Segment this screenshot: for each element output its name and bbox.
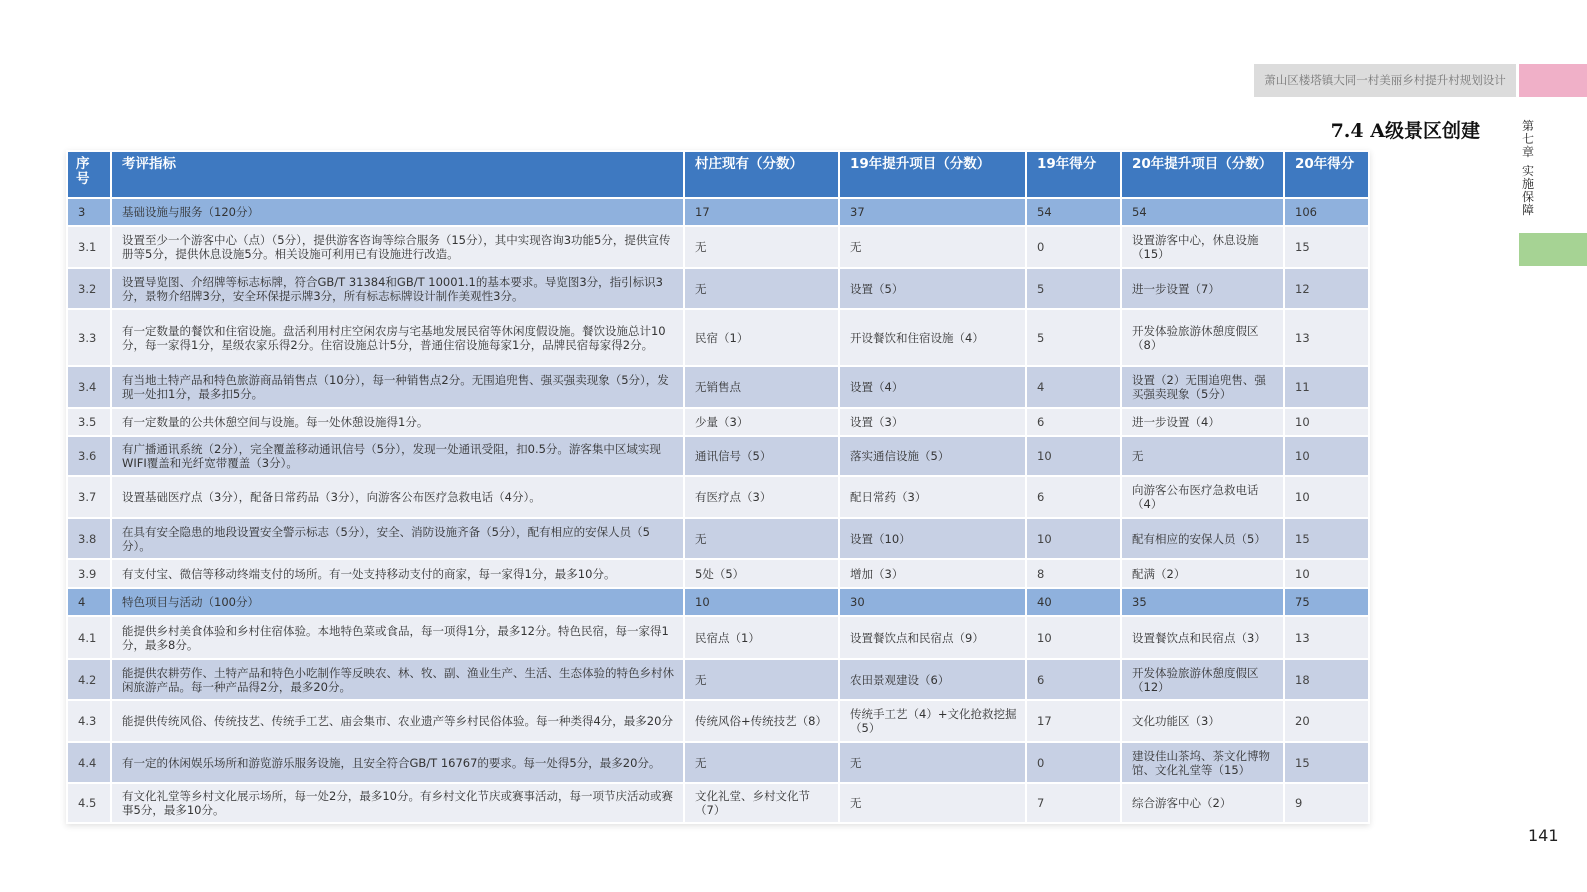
table-row — [67, 518, 1369, 559]
cell-index: 3.2 — [67, 268, 111, 309]
table-row — [67, 309, 1369, 366]
cell-2020-score: 12 — [1284, 268, 1369, 309]
column-header-criteria: 考评指标 — [111, 151, 684, 198]
cell-2020-projects: 建设佳山茶坞、茶文化博物馆、文化礼堂等（15） — [1121, 742, 1284, 783]
cell-2020-score: 10 — [1284, 559, 1369, 588]
cell-2019-score: 7 — [1026, 783, 1121, 823]
cell-2020-projects: 综合游客中心（2） — [1121, 783, 1284, 823]
cell-existing: 民宿（1） — [684, 309, 839, 366]
section-row — [67, 198, 1369, 226]
cell-2019-projects: 无 — [839, 226, 1026, 268]
chapter-char: 章 — [1522, 145, 1535, 159]
cell-2019-projects: 农田景观建设（6） — [839, 659, 1026, 700]
cell-2019-score: 0 — [1026, 226, 1121, 268]
column-header-2019-projects: 19年提升项目（分数） — [839, 151, 1026, 198]
chapter-char: 第 — [1522, 119, 1535, 133]
cell-2019-projects: 传统手工艺（4）+文化抢救挖掘（5） — [839, 700, 1026, 742]
cell-2020-projects: 进一步设置（7） — [1121, 268, 1284, 309]
table-row — [67, 783, 1369, 823]
cell-index: 3.5 — [67, 408, 111, 436]
cell-2019-projects: 设置（10） — [839, 518, 1026, 559]
table-row — [67, 700, 1369, 742]
cell-2020-score: 18 — [1284, 659, 1369, 700]
chapter-char: 施 — [1522, 177, 1535, 191]
column-header-2020-projects: 20年提升项目（分数） — [1121, 151, 1284, 198]
cell-criteria: 有一定数量的公共休憩空间与设施。每一处休憩设施得1分。 — [111, 408, 684, 436]
chapter-char: 障 — [1522, 203, 1535, 217]
cell-existing: 少量（3） — [684, 408, 839, 436]
cell-2019-score: 17 — [1026, 700, 1121, 742]
table-row — [67, 268, 1369, 309]
cell-existing: 民宿点（1） — [684, 616, 839, 659]
table-row — [67, 366, 1369, 408]
column-header-index: 序号 — [67, 151, 111, 198]
cell-existing: 无 — [684, 742, 839, 783]
chapter-char: 保 — [1522, 190, 1535, 204]
cell-criteria: 能提供乡村美食体验和乡村住宿体验。本地特色菜或食品，每一项得1分，最多12分。特色民宿，每一家得1分，最多8分。 — [111, 616, 684, 659]
cell-criteria: 有文化礼堂等乡村文化展示场所，每一处2分，最多10分。有乡村文化节庆或赛事活动，每一项节庆活动或赛事5分，最多10分。 — [111, 783, 684, 823]
cell-2019-score: 10 — [1026, 518, 1121, 559]
cell-2020-projects: 设置餐饮点和民宿点（3） — [1121, 616, 1284, 659]
cell-2019-score: 40 — [1026, 588, 1121, 616]
cell-2020-projects: 开发体验旅游休憩度假区（12） — [1121, 659, 1284, 700]
pink-color-tab — [1519, 64, 1587, 97]
a-level-scenic-area-score-table — [66, 150, 1370, 824]
cell-criteria: 设置基础医疗点（3分），配备日常药品（3分），向游客公布医疗急救电话（4分）。 — [111, 476, 684, 518]
cell-index: 3 — [67, 198, 111, 226]
cell-2019-score: 8 — [1026, 559, 1121, 588]
cell-2020-score: 15 — [1284, 742, 1369, 783]
cell-existing: 5处（5） — [684, 559, 839, 588]
cell-criteria: 在具有安全隐患的地段设置安全警示标志（5分），安全、消防设施齐备（5分），配有相应的安保人员（5分）。 — [111, 518, 684, 559]
cell-2019-projects: 增加（3） — [839, 559, 1026, 588]
cell-criteria: 设置至少一个游客中心（点）（5分），提供游客咨询等综合服务（15分），其中实现咨询3功能5分，提供宣传册等5分，提供休息设施5分。相关设施可利用已有设施进行改造。 — [111, 226, 684, 268]
cell-2020-score: 11 — [1284, 366, 1369, 408]
chapter-label — [1522, 120, 1538, 217]
cell-2020-score: 13 — [1284, 616, 1369, 659]
document-header: 萧山区楼塔镇大同一村美丽乡村提升村规划设计 — [1254, 64, 1516, 97]
cell-2019-score: 10 — [1026, 616, 1121, 659]
cell-2020-projects: 向游客公布医疗急救电话（4） — [1121, 476, 1284, 518]
table-row — [67, 436, 1369, 476]
cell-index: 3.3 — [67, 309, 111, 366]
cell-2019-projects: 落实通信设施（5） — [839, 436, 1026, 476]
cell-2019-score: 6 — [1026, 476, 1121, 518]
cell-2019-projects: 30 — [839, 588, 1026, 616]
cell-2020-projects: 文化功能区（3） — [1121, 700, 1284, 742]
cell-criteria: 基础设施与服务（120分） — [111, 198, 684, 226]
cell-2019-score: 5 — [1026, 309, 1121, 366]
cell-existing: 无 — [684, 226, 839, 268]
cell-criteria: 设置导览图、介绍牌等标志标牌，符合GB/T 31384和GB/T 10001.1的基本要求。导览图3分，指引标识3分，景物介绍牌3分，安全环保提示牌3分，所有标志标牌设计制作美观性3分。 — [111, 268, 684, 309]
cell-existing: 无 — [684, 518, 839, 559]
cell-existing: 10 — [684, 588, 839, 616]
cell-2019-score: 5 — [1026, 268, 1121, 309]
cell-existing: 传统风俗+传统技艺（8） — [684, 700, 839, 742]
cell-2019-projects: 37 — [839, 198, 1026, 226]
cell-2020-projects: 35 — [1121, 588, 1284, 616]
cell-2019-score: 6 — [1026, 408, 1121, 436]
table-row — [67, 408, 1369, 436]
cell-2020-score: 15 — [1284, 518, 1369, 559]
cell-2020-projects: 无 — [1121, 436, 1284, 476]
table-row — [67, 476, 1369, 518]
cell-2020-score: 20 — [1284, 700, 1369, 742]
cell-2019-projects: 配日常药（3） — [839, 476, 1026, 518]
green-color-tab — [1519, 233, 1587, 266]
table-row — [67, 616, 1369, 659]
cell-2020-score: 15 — [1284, 226, 1369, 268]
cell-2020-score: 106 — [1284, 198, 1369, 226]
cell-2020-score: 10 — [1284, 436, 1369, 476]
cell-index: 3.1 — [67, 226, 111, 268]
table-row — [67, 559, 1369, 588]
column-header-2020-score: 20年得分 — [1284, 151, 1369, 198]
table-row — [67, 226, 1369, 268]
cell-existing: 17 — [684, 198, 839, 226]
cell-index: 3.7 — [67, 476, 111, 518]
cell-2019-projects: 无 — [839, 783, 1026, 823]
cell-existing: 无销售点 — [684, 366, 839, 408]
chapter-char: 七 — [1522, 132, 1535, 146]
cell-existing: 无 — [684, 659, 839, 700]
cell-2019-score: 6 — [1026, 659, 1121, 700]
cell-2020-projects: 54 — [1121, 198, 1284, 226]
cell-2020-score: 75 — [1284, 588, 1369, 616]
cell-2020-projects: 设置游客中心，休息设施（15） — [1121, 226, 1284, 268]
cell-index: 3.9 — [67, 559, 111, 588]
section-row — [67, 588, 1369, 616]
cell-criteria: 能提供传统风俗、传统技艺、传统手工艺、庙会集市、农业遗产等乡村民俗体验。每一种类得4分，最多20分 — [111, 700, 684, 742]
page-number: 141 — [1528, 826, 1559, 845]
cell-index: 4.1 — [67, 616, 111, 659]
cell-2019-projects: 设置（4） — [839, 366, 1026, 408]
cell-2020-score: 10 — [1284, 408, 1369, 436]
cell-2019-score: 0 — [1026, 742, 1121, 783]
cell-2020-projects: 配有相应的安保人员（5） — [1121, 518, 1284, 559]
cell-existing: 文化礼堂、乡村文化节（7） — [684, 783, 839, 823]
cell-2020-score: 13 — [1284, 309, 1369, 366]
cell-2020-score: 10 — [1284, 476, 1369, 518]
column-header-2019-score: 19年得分 — [1026, 151, 1121, 198]
cell-2019-projects: 无 — [839, 742, 1026, 783]
cell-criteria: 有广播通讯系统（2分），完全覆盖移动通讯信号（5分），发现一处通讯受阻，扣0.5分。游客集中区域实现WIFI覆盖和光纤宽带覆盖（3分）。 — [111, 436, 684, 476]
cell-2019-score: 10 — [1026, 436, 1121, 476]
cell-index: 3.4 — [67, 366, 111, 408]
cell-2020-projects: 开发体验旅游休憩度假区（8） — [1121, 309, 1284, 366]
table-row — [67, 659, 1369, 700]
chapter-char: 实 — [1522, 164, 1535, 178]
cell-criteria: 有支付宝、微信等移动终端支付的场所。有一处支持移动支付的商家，每一家得1分，最多10分。 — [111, 559, 684, 588]
cell-criteria: 能提供农耕劳作、土特产品和特色小吃制作等反映农、林、牧、副、渔业生产、生活、生态体验的特色乡村休闲旅游产品。每一种产品得2分，最多20分。 — [111, 659, 684, 700]
cell-index: 3.8 — [67, 518, 111, 559]
table-header-row — [67, 151, 1369, 198]
cell-criteria: 有一定的休闲娱乐场所和游览游乐服务设施，且安全符合GB/T 16767的要求。每一处得5分，最多20分。 — [111, 742, 684, 783]
cell-existing: 无 — [684, 268, 839, 309]
section-title: 7.4 A级景区创建 — [1330, 120, 1480, 142]
cell-2019-projects: 设置（3） — [839, 408, 1026, 436]
cell-2019-projects: 设置（5） — [839, 268, 1026, 309]
cell-index: 3.6 — [67, 436, 111, 476]
cell-criteria: 有一定数量的餐饮和住宿设施。盘活利用村庄空闲农房与宅基地发展民宿等休闲度假设施。餐饮设施总计10分，每一家得1分，星级农家乐得2分。住宿设施总计5分，普通住宿设施每家1分，品牌民宿每家得2分。 — [111, 309, 684, 366]
cell-criteria: 有当地土特产品和特色旅游商品销售点（10分），每一种销售点2分。无围追兜售、强买强卖现象（5分），发现一处扣1分，最多扣5分。 — [111, 366, 684, 408]
cell-2020-projects: 设置（2）无围追兜售、强买强卖现象（5分） — [1121, 366, 1284, 408]
cell-index: 4.3 — [67, 700, 111, 742]
cell-2020-projects: 配满（2） — [1121, 559, 1284, 588]
cell-2019-score: 4 — [1026, 366, 1121, 408]
cell-2019-projects: 设置餐饮点和民宿点（9） — [839, 616, 1026, 659]
cell-existing: 通讯信号（5） — [684, 436, 839, 476]
column-header-existing: 村庄现有（分数） — [684, 151, 839, 198]
cell-existing: 有医疗点（3） — [684, 476, 839, 518]
cell-2020-projects: 进一步设置（4） — [1121, 408, 1284, 436]
cell-index: 4.5 — [67, 783, 111, 823]
cell-criteria: 特色项目与活动（100分） — [111, 588, 684, 616]
cell-index: 4.4 — [67, 742, 111, 783]
cell-2019-projects: 开设餐饮和住宿设施（4） — [839, 309, 1026, 366]
table-row — [67, 742, 1369, 783]
cell-index: 4 — [67, 588, 111, 616]
cell-2020-score: 9 — [1284, 783, 1369, 823]
cell-2019-score: 54 — [1026, 198, 1121, 226]
cell-index: 4.2 — [67, 659, 111, 700]
